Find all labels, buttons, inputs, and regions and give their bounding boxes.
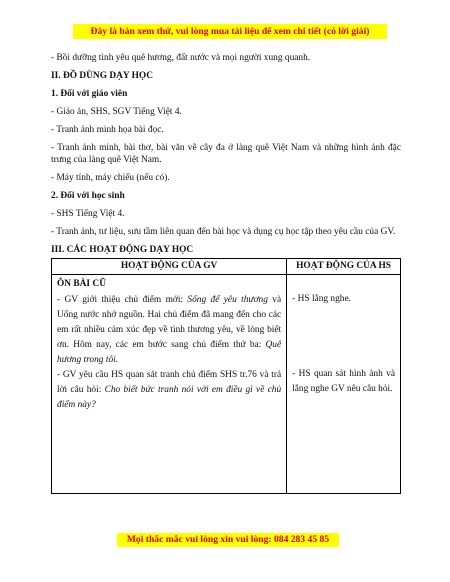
teacher-heading: 1. Đối với giáo viên — [51, 89, 128, 99]
teacher-item: - Tranh ảnh minh, bài thơ, bài văn vẽ cây đa ở làng quê Việt Nam và những hình ảnh đặc trưng của làng quê Việt Nam. — [51, 143, 401, 165]
header-hs: HOẠT ĐỘNG CỦA HS — [287, 259, 401, 275]
gv-cell — [52, 275, 287, 494]
student-item: - Tranh ảnh, tư liệu, sưu tầm liên quan đến bài học và dụng cụ học tập theo yêu cầu của GV. — [51, 227, 396, 237]
student-item: - SHS Tiếng Việt 4. — [51, 209, 125, 219]
gv-para2-italic: Cho biết bức tranh nói với em điều gì về chủ điểm này? — [57, 385, 282, 410]
gv-para1-text-2: và Uống nước nhớ nguồn. Hai chủ điểm đã mang đến cho các em rất nhiều cảm xúc đẹp về tình thương yêu, về lòng biết ơn. Hôm nay, các em bước sang chủ điểm thứ ba: — [57, 295, 282, 350]
teacher-item: - Máy tính, máy chiếu (nếu có). — [51, 173, 170, 183]
intro-line: - Bồi dưỡng tình yêu quê hương, đất nước và mọi người xung quanh. — [51, 53, 311, 63]
teacher-item: - Giáo án, SHS, SGV Tiếng Việt 4. — [51, 107, 182, 117]
gv-para1-italic-2: Quê hương trong tôi. — [57, 340, 282, 365]
gv-paragraph-1 — [57, 293, 281, 368]
table-row — [52, 275, 401, 494]
hs-cell — [287, 275, 401, 494]
hs-spacer-2 — [292, 307, 395, 367]
gv-para1-text: - GV giới thiệu chủ điểm mới: — [57, 295, 188, 305]
header-gv: HOẠT ĐỘNG CỦA GV — [52, 259, 287, 275]
table-header-row — [52, 259, 401, 275]
document-body — [51, 52, 401, 494]
section-3-title: III. CÁC HOẠT ĐỘNG DẠY HỌC — [51, 245, 194, 255]
gv-para2-text: - GV yêu cầu HS quan sát tranh chủ điểm SHS tr.76 và trả lời câu hỏi: — [57, 370, 282, 395]
preview-banner: Đây là bản xem thử, vui lòng mua tài liệu để xem chi tiết (có lời giải) — [73, 24, 387, 39]
gv-para1-italic: Sống để yêu thương — [187, 295, 268, 305]
hs-spacer — [292, 277, 395, 292]
section-2-title: II. ĐỒ DÙNG DẠY HỌC — [51, 71, 153, 81]
contact-footer: Mọi thắc mắc vui lòng xin vui lòng: 084 283 45 85 — [117, 533, 339, 547]
gv-paragraph-2 — [57, 368, 281, 413]
student-heading: 2. Đối với học sinh — [51, 191, 125, 201]
activities-table — [51, 258, 401, 494]
gv-section-title: ÔN BÀI CŨ — [57, 279, 106, 289]
hs-paragraph-1: - HS lắng nghe. — [292, 294, 352, 304]
hs-paragraph-2: - HS quan sát hình ảnh và lắng nghe GV nêu câu hỏi. — [292, 369, 395, 394]
teacher-item: - Tranh ảnh minh họa bài đọc. — [51, 125, 164, 135]
